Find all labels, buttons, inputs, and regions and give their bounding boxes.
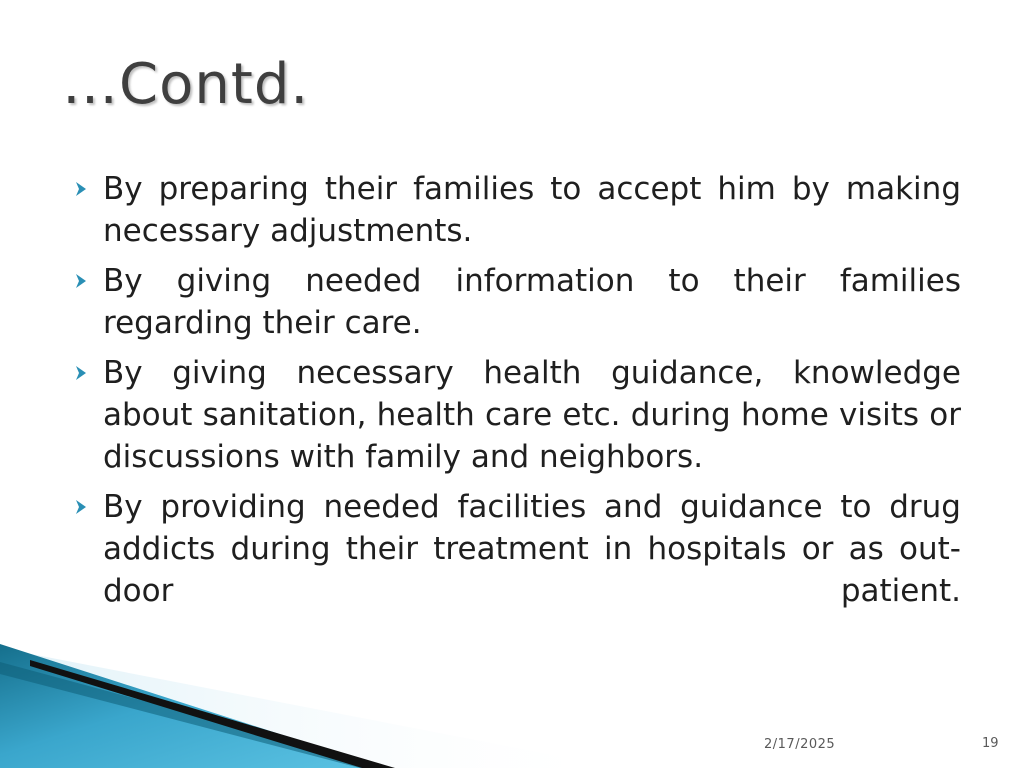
bullet-item (103, 260, 961, 344)
chevron-right-icon (74, 365, 88, 381)
chevron-right-icon (74, 181, 88, 197)
footer-page-number: 19 (982, 736, 999, 751)
chevron-right-icon (74, 273, 88, 289)
bullet-text: By giving necessary health guidance, knowledge about sanitation, health care etc. during home visits or discussions with family and neighbors. (103, 355, 961, 475)
footer-date: 2/17/2025 (764, 737, 836, 752)
chevron-right-icon (74, 499, 88, 515)
bullet-item (103, 168, 961, 252)
bullet-text: By providing needed facilities and guidance to drug addicts during their treatment in hospitals or as out-door patient. (103, 489, 961, 609)
bullet-item (103, 352, 961, 478)
slide-title: …Contd. (62, 52, 310, 117)
bullet-item (103, 486, 961, 612)
bullet-text: By preparing their families to accept him by making necessary adjustments. (103, 171, 961, 249)
bullet-list (103, 168, 961, 620)
decorative-swoosh (0, 630, 620, 768)
bullet-text: By giving needed information to their families regarding their care. (103, 263, 961, 341)
